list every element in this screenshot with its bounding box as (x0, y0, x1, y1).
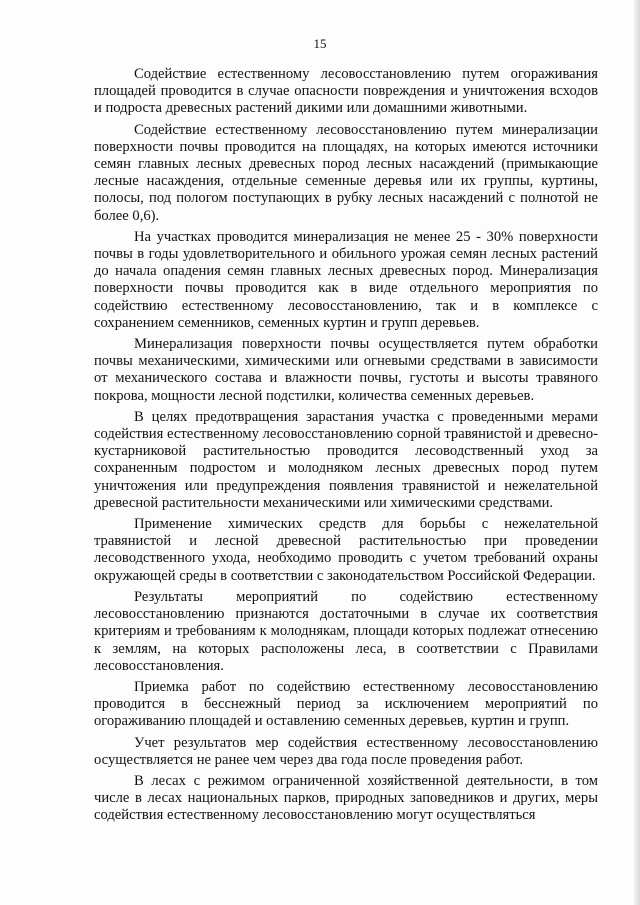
page-number: 15 (313, 36, 327, 51)
paragraph-silvicultural-care: В целях предотвращения зарастания участка с проведенными мерами содействия естественному лесовосстановлению сорной травянистой и древесно-кустарниковой растительностью проводится лесоводственный уход за сохраненным подростом и молодняком лесных древесных пород путем уничтожения или предупреждения появления травянистой и нежелательной древесной растительности механическими или химическими средствами. (94, 408, 598, 511)
document-body (94, 66, 598, 829)
paragraph-restricted-forests: В лесах с режимом ограниченной хозяйственной деятельности, в том числе в лесах национальных парков, природных заповедников и других, меры содействия естественному лесовосстановлению могут осуществляться (94, 772, 598, 824)
paragraph-mineralization-methods: Минерализация поверхности почвы осуществляется путем обработки почвы механическими, химическими или огневыми средствами в зависимости от механического состава и влажности почвы, густоты и высоты травяного покрова, мощности лесной подстилки, количества семенных деревьев. (94, 336, 598, 404)
page-edge-shadow (634, 0, 640, 905)
paragraph-results: Результаты мероприятий по содействию естественному лесовосстановлению признаются достаточными в случае их соответствия критериям и требованиям к молоднякам, площади которых подлежат отнесению к землям, на которых расположены леса, в соответствии с Правилами лесовосстановления. (94, 588, 598, 674)
paragraph-mineralization-areas: Содействие естественному лесовосстановлению путем минерализации поверхности почвы проводится на площадях, на которых имеются источники семян главных лесных древесных пород лесных насаждений (примыкающие лесные насаждения, отдельные семенные деревья или их группы, куртины, полосы, под пологом поступающих в рубку лесных насаждений с полнотой не более 0,6). (94, 121, 598, 224)
paragraph-chemical-agents: Применение химических средств для борьбы с нежелательной травянистой и лесной древесной растительностью при проведении лесоводственного ухода, необходимо проводить с учетом требований охраны окружающей среды в соответствии с законодательством Российской Федерации. (94, 516, 598, 584)
paragraph-fencing: Содействие естественному лесовосстановлению путем огораживания площадей проводится в случае опасности повреждения и уничтожения всходов и подроста древесных растений дикими или домашними животными. (94, 66, 598, 117)
paragraph-mineralization-rate: На участках проводится минерализация не менее 25 - 30% поверхности почвы в годы удовлетворительного и обильного урожая семян лесных растений до начала опадения семян главных лесных древесных пород. Минерализация поверхности почвы проводится как в виде отдельного мероприятия по содействию естественному лесовосстановлению, так и в комплексе с сохранением семенников, семенных куртин и групп деревьев. (94, 228, 598, 331)
paragraph-accounting: Учет результатов мер содействия естественному лесовосстановлению осуществляется не ранее чем через два года после проведения работ. (94, 734, 598, 768)
paragraph-acceptance: Приемка работ по содействию естественному лесовосстановлению проводится в бесснежный период за исключением мероприятий по огораживанию площадей и оставлению семенных деревьев, куртин и групп. (94, 678, 598, 730)
